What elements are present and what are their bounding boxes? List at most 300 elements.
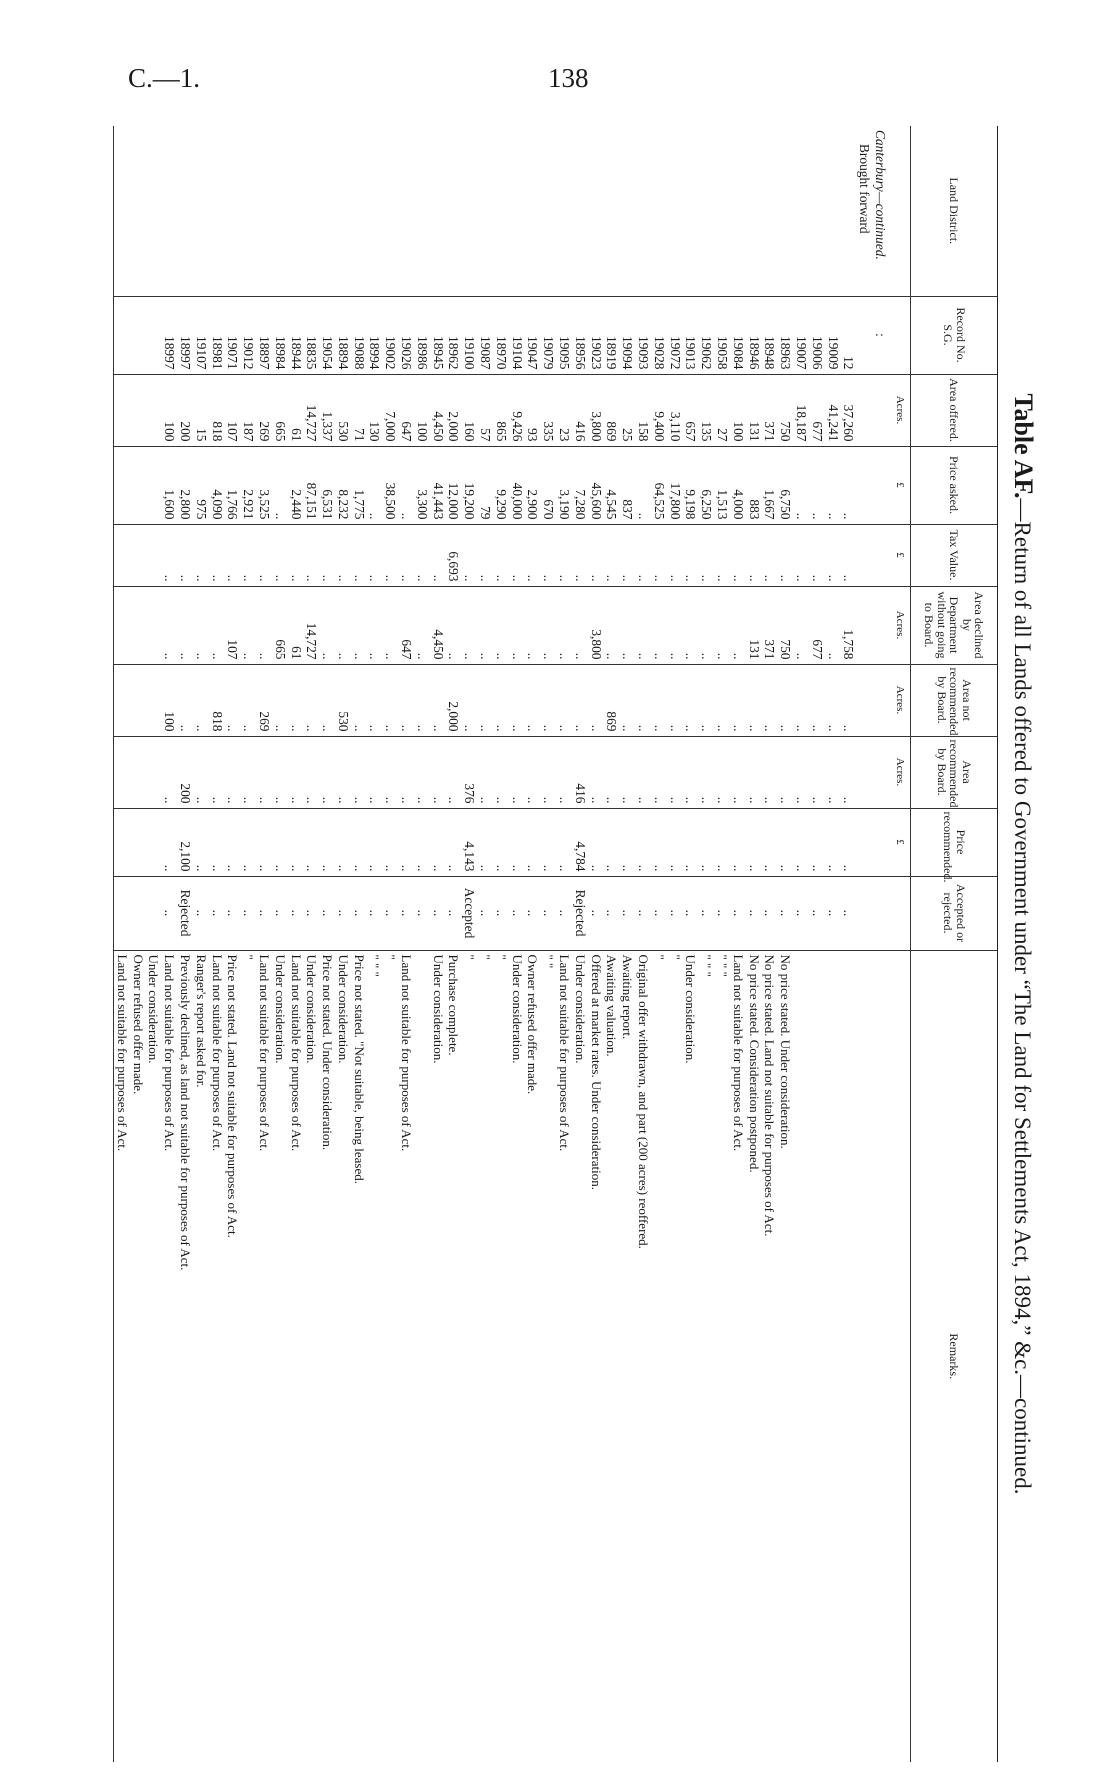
table-label: Table AF. — [1009, 393, 1038, 499]
cell-area-recommended: .. — [730, 736, 746, 808]
unit-cell: £ — [888, 446, 911, 524]
cell-price-recommended: .. — [683, 808, 699, 876]
cell-record-no: 19023 — [588, 296, 604, 374]
cell-district — [493, 126, 509, 296]
cell-district — [651, 126, 667, 296]
cell-district — [540, 126, 556, 296]
unit-cell: £ — [888, 808, 911, 876]
cell-accepted-rejected: .. — [477, 876, 493, 950]
table-row — [288, 126, 304, 1762]
cell-area-declined: .. — [667, 586, 683, 664]
cell-area-not-recommended: .. — [619, 664, 635, 736]
cell-price-asked: 837 — [619, 446, 635, 524]
cell-accepted-rejected: .. — [762, 876, 778, 950]
table-row — [383, 126, 399, 1762]
cell-area-offered: 14,727 — [304, 374, 320, 446]
table-row — [335, 126, 351, 1762]
cell-tax-value: .. — [714, 524, 730, 586]
cell-area-not-recommended: .. — [683, 664, 699, 736]
cell-area-not-recommended: .. — [667, 664, 683, 736]
unit-cell — [888, 876, 911, 950]
table-row — [209, 126, 225, 1762]
cell-record-no: 19088 — [351, 296, 367, 374]
district-row — [872, 126, 888, 1762]
cell-accepted-rejected: .. — [414, 876, 430, 950]
cell-area-recommended: .. — [193, 736, 209, 808]
cell-accepted-rejected: .. — [683, 876, 699, 950]
cell-district — [683, 126, 699, 296]
cell-area-declined: .. — [604, 586, 620, 664]
cell-area-declined: .. — [651, 586, 667, 664]
cell-record-no: 19104 — [509, 296, 525, 374]
cell-area-recommended: .. — [335, 736, 351, 808]
col-record-no: Record No. S.G. — [911, 296, 998, 374]
cell-area-recommended: .. — [319, 736, 335, 808]
cell-remarks: Under consideration. — [683, 950, 699, 1762]
cell-price-recommended: .. — [367, 808, 383, 876]
cell-tax-value: .. — [809, 524, 825, 586]
cell-record-no: 18945 — [430, 296, 446, 374]
cell-remarks: Under consideration. — [430, 950, 446, 1762]
cell-record-no: 18994 — [367, 296, 383, 374]
cell-area-recommended: .. — [619, 736, 635, 808]
table-row — [604, 126, 620, 1762]
cell-area-offered: 818 — [209, 374, 225, 446]
cell-area-offered: 27 — [714, 374, 730, 446]
cell-remarks: Owner refused offer made. — [130, 950, 146, 1762]
cell-area-not-recommended: .. — [746, 664, 762, 736]
cell-district — [288, 126, 304, 296]
cell-remarks: Under consideration. — [335, 950, 351, 1762]
cell-area-recommended: .. — [825, 736, 841, 808]
cell-price-asked: .. — [841, 446, 857, 524]
cell-area-declined: .. — [256, 586, 272, 664]
cell-area-declined: .. — [556, 586, 572, 664]
cell-area-recommended: .. — [604, 736, 620, 808]
cell-accepted-rejected: .. — [304, 876, 320, 950]
cell-area-not-recommended: .. — [225, 664, 241, 736]
brought-forward: Brought forward — [857, 144, 873, 234]
table-row — [367, 126, 383, 1762]
cell-price-asked: 1,667 — [762, 446, 778, 524]
cell-district — [793, 126, 809, 296]
col-tax-value: Tax Value. — [911, 524, 998, 586]
cell-price-recommended: .. — [825, 808, 841, 876]
cell-district — [146, 126, 162, 296]
cell-record-no: 18946 — [746, 296, 762, 374]
cell-district — [635, 126, 651, 296]
cell-area-recommended: .. — [698, 736, 714, 808]
cell-area-not-recommended: .. — [793, 664, 809, 736]
cell-area-recommended: .. — [556, 736, 572, 808]
cell-district — [383, 126, 399, 296]
lands-table — [113, 126, 998, 1762]
cell-area-offered: 3,800 — [588, 374, 604, 446]
cell-district — [367, 126, 383, 296]
cell-price-recommended: .. — [398, 808, 414, 876]
cell-record-no: 18956 — [572, 296, 588, 374]
cell-record-no: 18835 — [304, 296, 320, 374]
cell-price-asked: 79 — [477, 446, 493, 524]
cell-price-recommended: .. — [635, 808, 651, 876]
cell-record-no: 18986 — [414, 296, 430, 374]
cell-price-asked: 8,232 — [335, 446, 351, 524]
col-area-not-recommended: Area not recommended by Board. — [911, 664, 998, 736]
cell-area-recommended: 416 — [572, 736, 588, 808]
cell-accepted-rejected: .. — [509, 876, 525, 950]
cell-tax-value: .. — [667, 524, 683, 586]
cell-accepted-rejected: .. — [635, 876, 651, 950]
cell-district — [304, 126, 320, 296]
table-row — [825, 126, 841, 1762]
cell-area-offered: 9,426 — [509, 374, 525, 446]
cell-tax-value: .. — [240, 524, 256, 586]
cell-district — [809, 126, 825, 296]
cell-remarks: Land not suitable for purposes of Act. — [288, 950, 304, 1762]
cell-remarks: Original offer withdrawn, and part (200 acres) reoffered. — [635, 950, 651, 1762]
cell-remarks: " " " — [698, 950, 714, 1762]
col-remarks: Remarks. — [911, 950, 998, 1762]
cell-remarks: Owner refused offer made. — [525, 950, 541, 1762]
cell-area-not-recommended: .. — [714, 664, 730, 736]
cell-area-not-recommended: .. — [841, 664, 857, 736]
cell-record-no: 19079 — [540, 296, 556, 374]
cell-district — [240, 126, 256, 296]
cell-area-recommended: .. — [777, 736, 793, 808]
cell-price-recommended: .. — [509, 808, 525, 876]
col-accepted-rejected: Accepted or rejected. — [911, 876, 998, 950]
cell-area-declined: .. — [319, 586, 335, 664]
cell-record-no — [146, 296, 162, 374]
cell-area-recommended: 200 — [177, 736, 193, 808]
cell-area-offered: 9,400 — [651, 374, 667, 446]
cell-district — [225, 126, 241, 296]
cell-price-recommended: .. — [335, 808, 351, 876]
cell-tax-value: .. — [841, 524, 857, 586]
cell-record-no: 19002 — [383, 296, 399, 374]
cell-price-asked: .. — [809, 446, 825, 524]
cell-accepted-rejected: .. — [383, 876, 399, 950]
table-row — [146, 126, 162, 1762]
cell-accepted-rejected: Accepted — [461, 876, 477, 950]
table-row — [777, 126, 793, 1762]
cell-area-recommended: .. — [367, 736, 383, 808]
cell-area-not-recommended: 269 — [256, 664, 272, 736]
district-dots: : — [872, 296, 888, 374]
cell-tax-value: .. — [825, 524, 841, 586]
cell-area-not-recommended: .. — [588, 664, 604, 736]
cell-record-no: 19006 — [809, 296, 825, 374]
table-row — [525, 126, 541, 1762]
cell-area-not-recommended: .. — [525, 664, 541, 736]
cell-price-recommended: .. — [556, 808, 572, 876]
cell-area-not-recommended: .. — [177, 664, 193, 736]
cell-remarks: Price not stated. "Not suitable, being leased. — [351, 950, 367, 1762]
table-row — [588, 126, 604, 1762]
cell-price-recommended — [113, 808, 129, 876]
table-row — [414, 126, 430, 1762]
cell-area-not-recommended: .. — [240, 664, 256, 736]
cell-tax-value: 6,693 — [446, 524, 462, 586]
cell-remarks: " " " — [367, 950, 383, 1762]
cell-record-no: 19072 — [667, 296, 683, 374]
cell-district — [430, 126, 446, 296]
cell-area-not-recommended: .. — [698, 664, 714, 736]
cell-area-not-recommended: 100 — [161, 664, 177, 736]
cell-area-recommended — [130, 736, 146, 808]
cell-area-not-recommended: .. — [414, 664, 430, 736]
cell-area-offered: 37,260 — [841, 374, 857, 446]
cell-price-asked: 9,290 — [493, 446, 509, 524]
cell-area-declined: .. — [477, 586, 493, 664]
col-area-offered: Area offered. — [911, 374, 998, 446]
cell-area-offered: 71 — [351, 374, 367, 446]
cell-price-recommended: .. — [714, 808, 730, 876]
cell-area-declined: .. — [414, 586, 430, 664]
cell-tax-value: .. — [588, 524, 604, 586]
table-row — [619, 126, 635, 1762]
cell-price-recommended: .. — [446, 808, 462, 876]
cell-accepted-rejected: .. — [714, 876, 730, 950]
cell-district — [714, 126, 730, 296]
cell-area-recommended: .. — [446, 736, 462, 808]
cell-district — [762, 126, 778, 296]
cell-area-declined: .. — [240, 586, 256, 664]
cell-tax-value: .. — [177, 524, 193, 586]
cell-tax-value: .. — [683, 524, 699, 586]
cell-tax-value: .. — [651, 524, 667, 586]
cell-area-recommended: .. — [683, 736, 699, 808]
cell-area-declined: .. — [493, 586, 509, 664]
rotated-table-page — [114, 126, 1038, 1762]
cell-remarks: Land not suitable for purposes of Act. — [730, 950, 746, 1762]
cell-tax-value: .. — [509, 524, 525, 586]
cell-price-asked — [146, 446, 162, 524]
table-row — [477, 126, 493, 1762]
col-price-asked: Price asked. — [911, 446, 998, 524]
table-row — [304, 126, 320, 1762]
cell-tax-value: .. — [430, 524, 446, 586]
cell-area-declined: .. — [193, 586, 209, 664]
cell-remarks: Under consideration. — [272, 950, 288, 1762]
cell-price-asked: 6,531 — [319, 446, 335, 524]
cell-tax-value: .. — [730, 524, 746, 586]
cell-record-no: 19107 — [193, 296, 209, 374]
cell-price-asked: 1,600 — [161, 446, 177, 524]
cell-district — [509, 126, 525, 296]
cell-tax-value: .. — [698, 524, 714, 586]
cell-accepted-rejected: .. — [288, 876, 304, 950]
cell-price-asked: 4,545 — [604, 446, 620, 524]
cell-district — [698, 126, 714, 296]
table-row — [793, 126, 809, 1762]
cell-price-recommended: .. — [619, 808, 635, 876]
cell-price-recommended: .. — [351, 808, 367, 876]
cell-district — [193, 126, 209, 296]
table-row — [540, 126, 556, 1762]
cell-area-not-recommended: 818 — [209, 664, 225, 736]
cell-district — [272, 126, 288, 296]
cell-price-asked: 883 — [746, 446, 762, 524]
cell-accepted-rejected: .. — [446, 876, 462, 950]
table-row — [130, 126, 146, 1762]
unit-cell: Acres. — [888, 664, 911, 736]
cell-area-recommended: .. — [841, 736, 857, 808]
cell-district — [619, 126, 635, 296]
cell-area-offered: 135 — [698, 374, 714, 446]
cell-district — [161, 126, 177, 296]
cell-area-offered: 130 — [367, 374, 383, 446]
cell-price-asked: 7,280 — [572, 446, 588, 524]
cell-remarks: " — [493, 950, 509, 1762]
table-row — [635, 126, 651, 1762]
cell-price-asked: 3,190 — [556, 446, 572, 524]
cell-area-offered: 7,000 — [383, 374, 399, 446]
cell-price-recommended: .. — [193, 808, 209, 876]
cell-area-not-recommended: .. — [383, 664, 399, 736]
cell-area-declined — [130, 586, 146, 664]
cell-district — [209, 126, 225, 296]
cell-district — [572, 126, 588, 296]
cell-remarks: Under consideration. — [304, 950, 320, 1762]
table-row — [667, 126, 683, 1762]
district-name: Canterbury—continued. — [873, 130, 888, 260]
cell-area-recommended: 376 — [461, 736, 477, 808]
cell-area-offered: 3,110 — [667, 374, 683, 446]
cell-tax-value: .. — [777, 524, 793, 586]
cell-remarks: " — [383, 950, 399, 1762]
page-header-left: C.—1. — [128, 63, 201, 93]
cell-area-declined: .. — [525, 586, 541, 664]
table-row — [113, 126, 129, 1762]
cell-remarks: Under consideration. — [146, 950, 162, 1762]
cell-area-declined: 3,800 — [588, 586, 604, 664]
cell-remarks — [793, 950, 809, 1762]
col-area-declined: Area declined by Department without going to Board. — [911, 586, 998, 664]
cell-area-not-recommended: .. — [477, 664, 493, 736]
cell-area-recommended: .. — [304, 736, 320, 808]
cell-record-no: 19026 — [398, 296, 414, 374]
cell-area-not-recommended: .. — [430, 664, 446, 736]
cell-accepted-rejected: .. — [351, 876, 367, 950]
cell-price-asked: 3,300 — [414, 446, 430, 524]
cell-remarks: Land not suitable for purposes of Act. — [256, 950, 272, 1762]
cell-area-offered: 2,000 — [446, 374, 462, 446]
cell-price-recommended: .. — [777, 808, 793, 876]
cell-area-not-recommended: .. — [777, 664, 793, 736]
cell-area-offered: 187 — [240, 374, 256, 446]
cell-accepted-rejected: .. — [256, 876, 272, 950]
cell-area-offered: 865 — [493, 374, 509, 446]
cell-district — [398, 126, 414, 296]
cell-price-asked: .. — [272, 446, 288, 524]
cell-price-asked: 1,513 — [714, 446, 730, 524]
cell-remarks: Land not suitable for purposes of Act. — [113, 950, 129, 1762]
cell-accepted-rejected: .. — [604, 876, 620, 950]
cell-area-offered: 160 — [461, 374, 477, 446]
cell-price-asked — [130, 446, 146, 524]
unit-cell — [888, 950, 911, 1762]
cell-area-recommended: .. — [493, 736, 509, 808]
cell-area-declined: .. — [351, 586, 367, 664]
cell-price-asked: 17,800 — [667, 446, 683, 524]
cell-record-no: 19009 — [825, 296, 841, 374]
cell-tax-value: .. — [383, 524, 399, 586]
cell-tax-value: .. — [493, 524, 509, 586]
cell-area-declined: 61 — [288, 586, 304, 664]
cell-area-offered: 23 — [556, 374, 572, 446]
cell-remarks: No price stated. Under consideration. — [777, 950, 793, 1762]
cell-accepted-rejected: .. — [746, 876, 762, 950]
header-row — [911, 126, 998, 1762]
cell-tax-value: .. — [225, 524, 241, 586]
cell-record-no: 18948 — [762, 296, 778, 374]
col-area-recommended: Area recommended by Board. — [911, 736, 998, 808]
cell-district — [777, 126, 793, 296]
cell-remarks: Ranger's report asked for. — [193, 950, 209, 1762]
cell-tax-value: .. — [319, 524, 335, 586]
cell-tax-value: .. — [762, 524, 778, 586]
cell-area-not-recommended: 869 — [604, 664, 620, 736]
cell-district — [588, 126, 604, 296]
cell-area-declined: .. — [572, 586, 588, 664]
cell-area-offered: 269 — [256, 374, 272, 446]
cell-district — [351, 126, 367, 296]
cell-tax-value: .. — [367, 524, 383, 586]
cell-price-recommended: .. — [383, 808, 399, 876]
cell-record-no: 19084 — [730, 296, 746, 374]
table-row — [461, 126, 477, 1762]
cell-area-recommended: .. — [272, 736, 288, 808]
table-row — [809, 126, 825, 1762]
table-row — [398, 126, 414, 1762]
cell-tax-value: .. — [572, 524, 588, 586]
cell-record-no: 19054 — [319, 296, 335, 374]
cell-area-not-recommended: .. — [762, 664, 778, 736]
cell-district — [446, 126, 462, 296]
cell-area-recommended: .. — [225, 736, 241, 808]
cell-record-no: 18984 — [272, 296, 288, 374]
cell-area-offered: 200 — [177, 374, 193, 446]
cell-area-offered: 416 — [572, 374, 588, 446]
cell-area-not-recommended: 530 — [335, 664, 351, 736]
unit-cell: Acres. — [888, 586, 911, 664]
cell-area-declined: 665 — [272, 586, 288, 664]
cell-area-recommended — [113, 736, 129, 808]
cell-accepted-rejected: .. — [619, 876, 635, 950]
table-row — [746, 126, 762, 1762]
cell-remarks: " " — [540, 950, 556, 1762]
cell-area-recommended: .. — [383, 736, 399, 808]
cell-price-recommended: .. — [730, 808, 746, 876]
table-row — [240, 126, 256, 1762]
table-title-text: —Return of all Lands offered to Government under “The Land for Settlements Act, 1894,” &c.—continued. — [1010, 498, 1035, 1495]
cell-area-not-recommended: .. — [809, 664, 825, 736]
cell-record-no: 19062 — [698, 296, 714, 374]
cell-area-recommended: .. — [714, 736, 730, 808]
cell-tax-value: .. — [525, 524, 541, 586]
table-body — [113, 126, 910, 1762]
cell-area-declined: .. — [335, 586, 351, 664]
cell-area-not-recommended: .. — [272, 664, 288, 736]
cell-area-offered: 869 — [604, 374, 620, 446]
cell-accepted-rejected: .. — [493, 876, 509, 950]
cell-price-recommended — [130, 808, 146, 876]
cell-price-asked: .. — [367, 446, 383, 524]
cell-record-no — [130, 296, 146, 374]
cell-district — [414, 126, 430, 296]
cell-accepted-rejected: .. — [651, 876, 667, 950]
